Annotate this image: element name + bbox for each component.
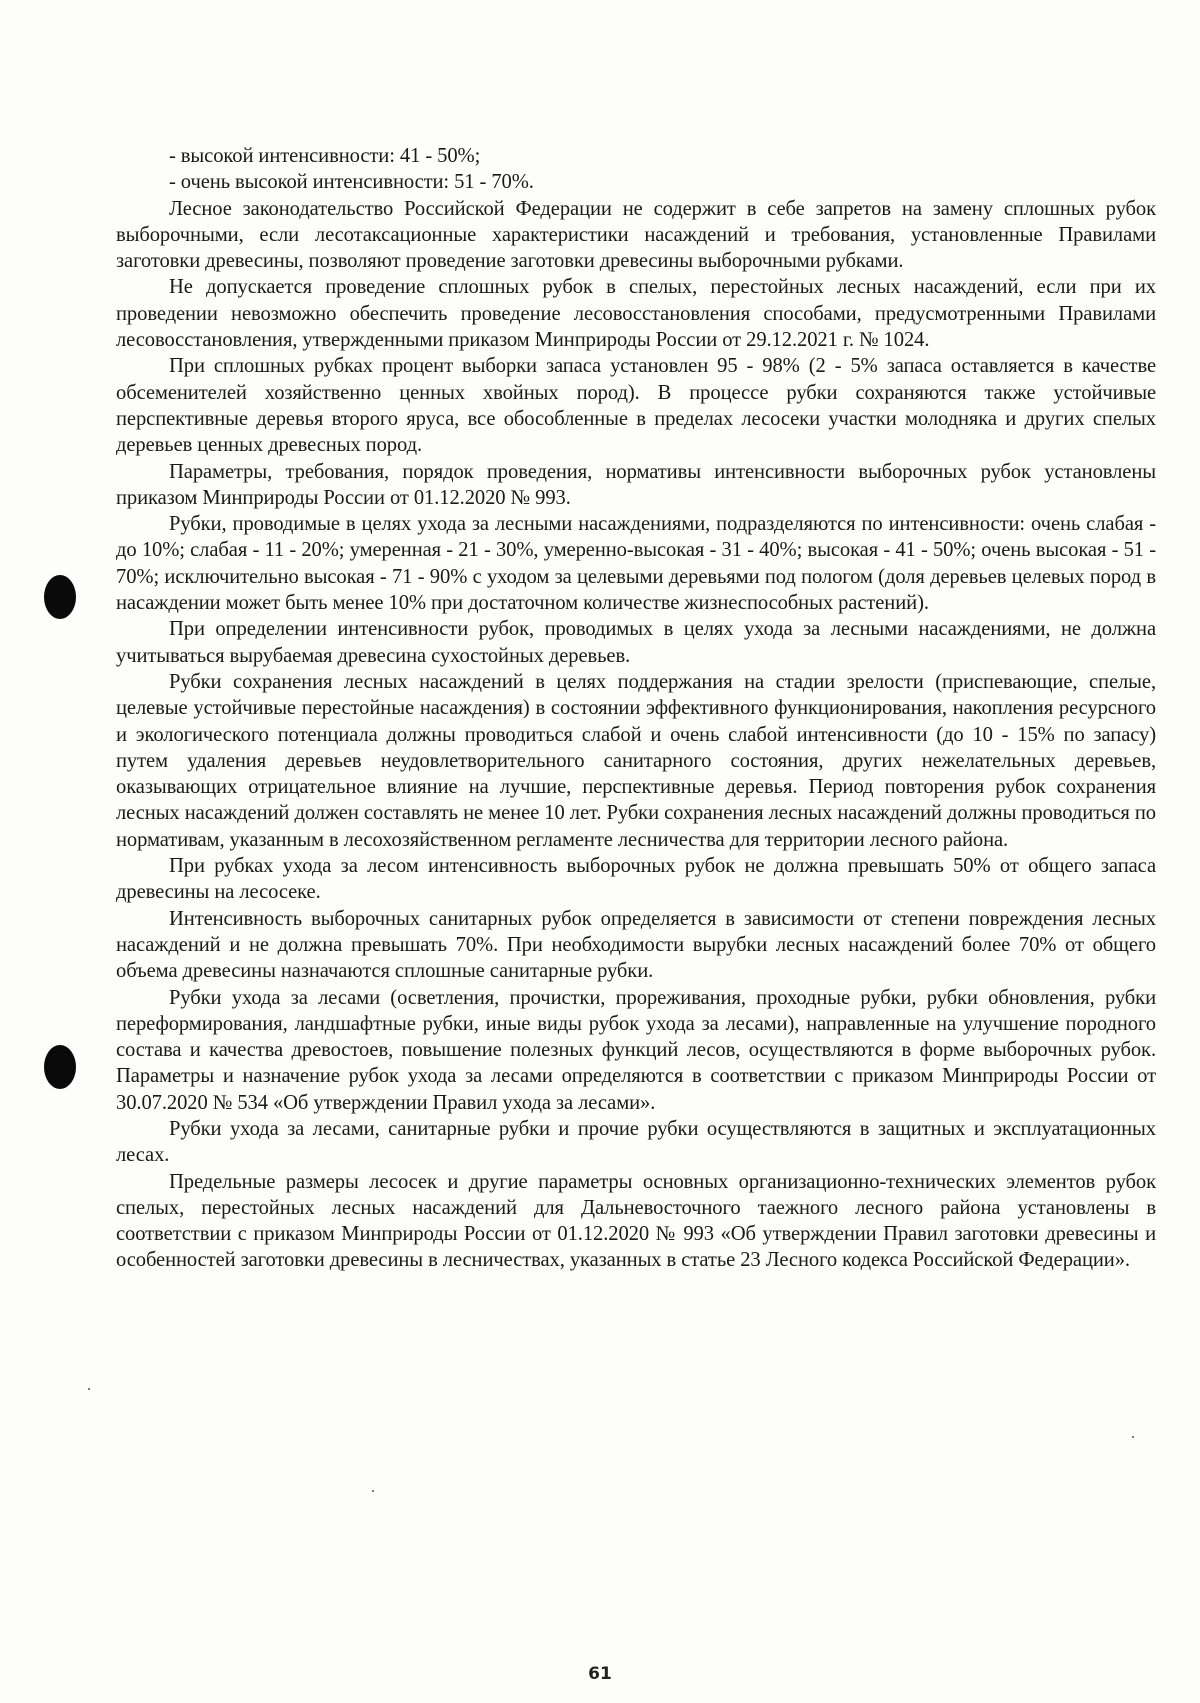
page-number: 61 bbox=[588, 1664, 612, 1684]
punch-hole-mark bbox=[44, 1045, 76, 1089]
paragraph-cutting-area-limits: Предельные размеры лесосек и другие параметры основных организационно-технических элементов рубок спелых, перестойных лесных насаждений для Дальневосточного таежного лесного района установлены в соответствии с приказом Минприроды России от 01.12.2020 № 993 «Об утверждении Правил заготовки древесины и особенностей заготовки древесины в лесничествах, указанных в статье 23 Лесного кодекса Российской Федерации». bbox=[116, 1170, 1156, 1272]
paragraph-care-cut-limit: При рубках ухода за лесом интенсивность выборочных рубок не должна превышать 50% от общего запаса древесины на лесосеке. bbox=[116, 855, 1156, 904]
paragraph-clear-cut-restriction: Не допускается проведение сплошных рубок в спелых, перестойных лесных насаждений, если при их проведении невозможно обеспечить проведение лесовосстановления способами, предусмотренными Правилами лесовосстановления, утвержденными приказом Минприроды России от 29.12.2021 г. № 1024. bbox=[116, 276, 1156, 352]
paragraph-forest-care-cuts: Рубки ухода за лесами (осветления, прочистки, прореживания, проходные рубки, рубки обновления, рубки переформирования, ландшафтные рубки, иные виды рубок ухода за лесами), направленные на улучшение породного состава и качества древостоев, повышение полезных функций лесов, осуществляются в форме выборочных рубок. Параметры и назначение рубок ухода за лесами определяются в соответствии с приказом Минприроды России от 30.07.2020 № 534 «Об утверждении Правил ухода за лесами». bbox=[116, 986, 1156, 1114]
document-body bbox=[116, 143, 1156, 1274]
list-item-high-intensity: - высокой интенсивности: 41 - 50%; bbox=[169, 145, 481, 167]
paragraph-clear-cut-selection-percent: При сплошных рубках процент выборки запаса установлен 95 - 98% (2 - 5% запаса оставляется в качестве обсеменителей хозяйственно ценных хвойных пород). В процессе рубки сохраняются также устойчивые перспективные деревья второго яруса, все обособленные в пределах лесосеки участки молодняка и других спелых деревьев ценных древесных пород. bbox=[116, 355, 1156, 457]
scan-speck bbox=[372, 1490, 374, 1492]
paragraph-protective-forests: Рубки ухода за лесами, санитарные рубки и прочие рубки осуществляются в защитных и эксплуатационных лесах. bbox=[116, 1117, 1156, 1167]
paragraph-conservation-cuts: Рубки сохранения лесных насаждений в целях поддержания на стадии зрелости (приспевающие, спелые, целевые устойчивые перестойные насаждения) в состоянии эффективного функционирования, накопления ресурсного и экологического потенциала должны проводиться слабой и очень слабой интенсивности (до 10 - 15% по запасу) путем удаления деревьев неудовлетворительного санитарного состояния, других нежелательных деревьев, оказывающих отрицательное влияние на лучшие, перспективные деревья. Период повторения рубок сохранения лесных насаждений должен составлять не менее 10 лет. Рубки сохранения лесных насаждений должны проводиться по нормативам, указанным в лесохозяйственном регламенте лесничества для территории лесного района. bbox=[116, 670, 1156, 851]
scan-speck bbox=[88, 1388, 90, 1390]
scan-speck bbox=[1132, 1436, 1134, 1438]
paragraph-care-cut-intensity: Рубки, проводимые в целях ухода за лесными насаждениями, подразделяются по интенсивности: очень слабая - до 10%; слабая - 11 - 20%; умеренная - 21 - 30%, умеренно-высокая - 31 - 40%; высокая - 41 - 50%; очень высокая - 51 - 70%; исключительно высокая - 71 - 90% с уходом за целевыми деревьями под пологом (доля деревьев целевых пород в насаждении может быть менее 10% при достаточном количестве жизнеспособных растений). bbox=[116, 513, 1156, 615]
paragraph-sanitary-cut-intensity: Интенсивность выборочных санитарных рубок определяется в зависимости от степени повреждения лесных насаждений и не должна превышать 70%. При необходимости вырубки лесных насаждений более 70% от общего объема древесины назначаются сплошные санитарные рубки. bbox=[116, 907, 1156, 983]
punch-hole-mark bbox=[44, 575, 76, 619]
paragraph-forest-legislation: Лесное законодательство Российской Федерации не содержит в себе запретов на замену сплошных рубок выборочными, если лесотаксационные характеристики насаждений и требования, установленные Правилами заготовки древесины, позволяют проведение заготовки древесины выборочными рубками. bbox=[116, 197, 1156, 273]
paragraph-deadwood-exclusion: При определении интенсивности рубок, проводимых в целях ухода за лесными насаждениями, не должна учитываться вырубаемая древесина сухостойных деревьев. bbox=[116, 618, 1156, 667]
list-item-very-high-intensity: - очень высокой интенсивности: 51 - 70%. bbox=[169, 171, 534, 194]
paragraph-selective-cut-parameters: Параметры, требования, порядок проведения, нормативы интенсивности выборочных рубок установлены приказом Минприроды России от 01.12.2020 № 993. bbox=[116, 460, 1156, 509]
